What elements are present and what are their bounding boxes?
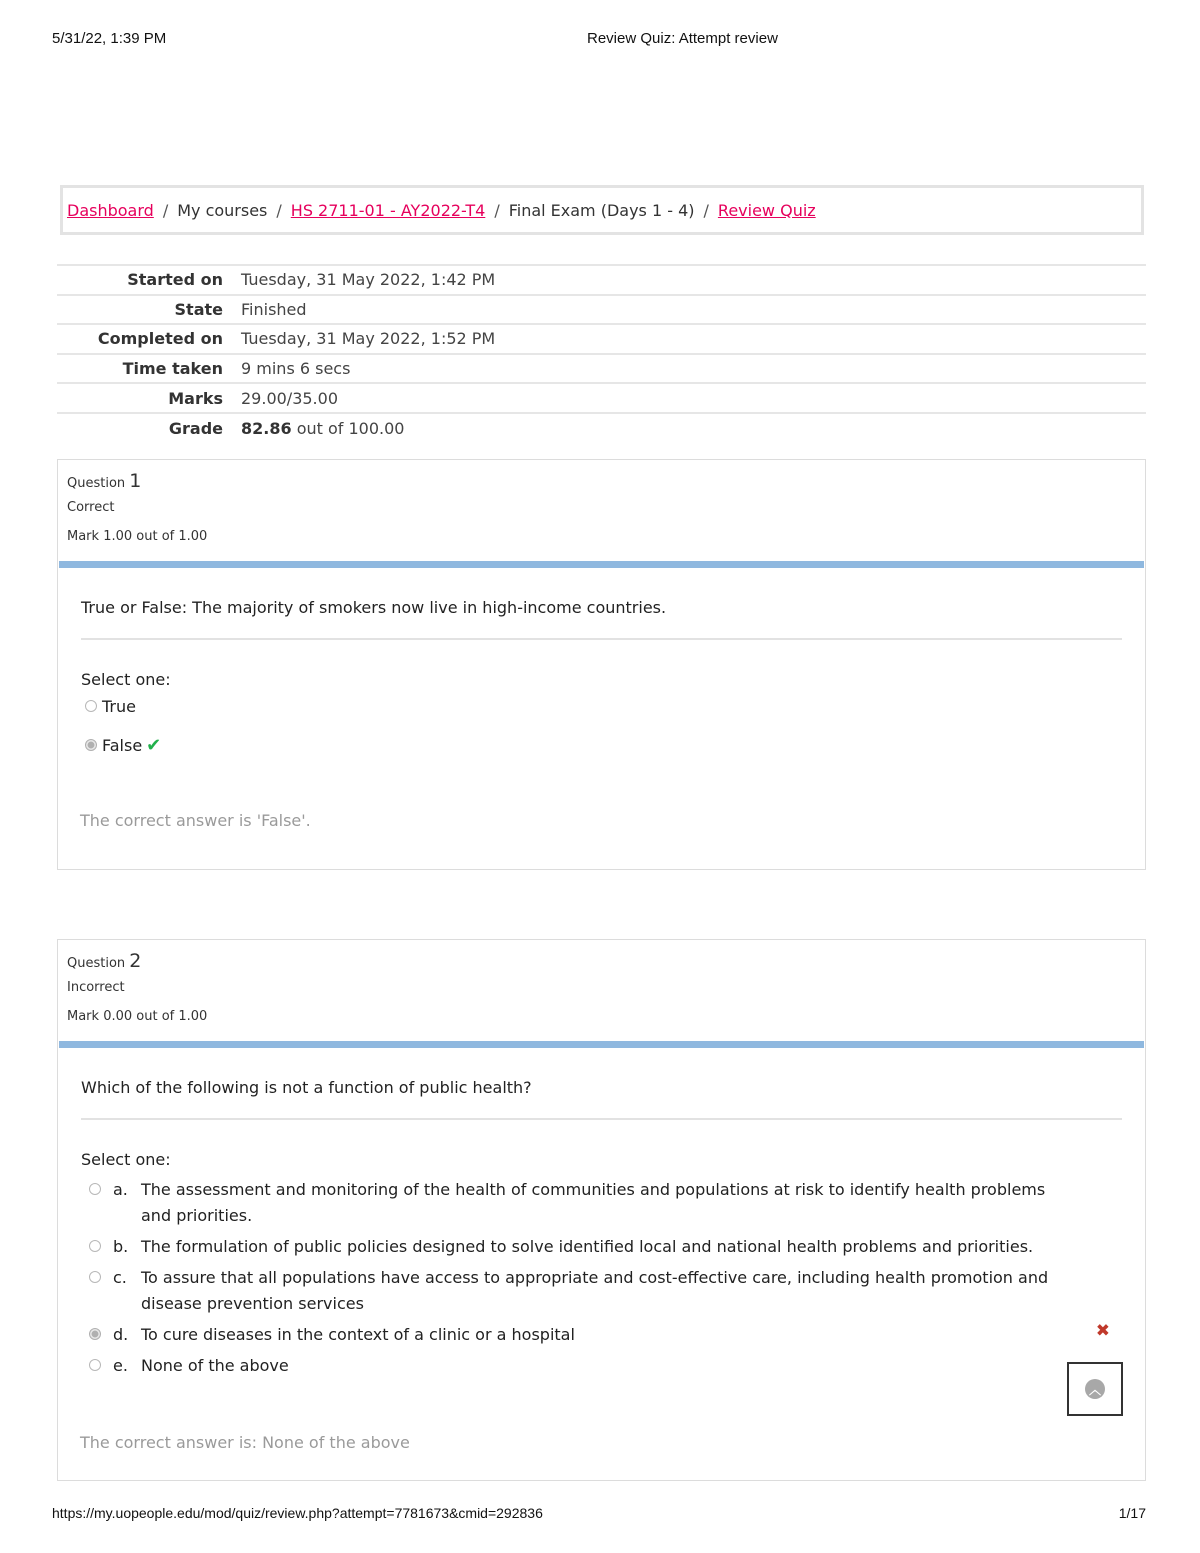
answer-option-label: To cure diseases in the context of a clinic or a hospital xyxy=(141,1325,575,1344)
summary-row-grade xyxy=(57,413,1146,443)
question-state: Correct xyxy=(67,500,115,515)
question-number xyxy=(67,470,1136,496)
summary-value: Finished xyxy=(241,299,307,319)
summary-value: 29.00/35.00 xyxy=(241,388,338,408)
question-info xyxy=(58,460,1145,561)
summary-row-marks xyxy=(57,383,1146,413)
select-one-prompt: Select one: xyxy=(81,1150,171,1169)
answer-options xyxy=(81,697,1122,759)
print-url: https://my.uopeople.edu/mod/quiz/review.php?attempt=7781673&cmid=292836 xyxy=(52,1505,543,1521)
summary-row-completed-on xyxy=(57,324,1146,354)
question-mark: Mark 1.00 out of 1.00 xyxy=(67,529,208,544)
check-icon: ✔ xyxy=(146,735,162,756)
question-1 xyxy=(57,459,1146,870)
question-text: Which of the following is not a function of public health? xyxy=(81,1078,1122,1120)
breadcrumb-dashboard-link[interactable]: Dashboard xyxy=(67,200,154,220)
select-one-prompt: Select one: xyxy=(81,670,171,689)
question-2 xyxy=(57,939,1146,1481)
question-label: Question xyxy=(67,476,126,491)
print-datetime: 5/31/22, 1:39 PM xyxy=(52,30,167,47)
attempt-summary-table xyxy=(57,264,1146,443)
chevron-up-icon: ︿ xyxy=(1085,1379,1105,1399)
grade-suffix: out of 100.00 xyxy=(296,418,405,438)
radio-button[interactable] xyxy=(89,1359,101,1371)
correct-answer-feedback: The correct answer is: None of the above xyxy=(80,1433,410,1452)
summary-value: 9 mins 6 secs xyxy=(241,359,351,379)
question-content xyxy=(59,1041,1144,1415)
answer-option-true[interactable] xyxy=(81,697,1122,721)
question-state: Incorrect xyxy=(67,980,125,995)
summary-label: Completed on xyxy=(97,329,223,349)
breadcrumb-separator: / xyxy=(494,200,500,220)
answer-option-label: The assessment and monitoring of the health of communities and populations at risk to identify health problems and priorities. xyxy=(141,1180,1046,1225)
answer-option-label: To assure that all populations have access to appropriate and cost-effective care, including health promotion and disease prevention services xyxy=(141,1268,1049,1313)
cross-icon: ✖ xyxy=(1095,1321,1110,1341)
question-label: Question xyxy=(67,956,126,971)
radio-button[interactable] xyxy=(89,1240,101,1252)
breadcrumb-review-quiz-link[interactable]: Review Quiz xyxy=(717,200,816,220)
print-header xyxy=(52,30,1148,50)
answer-option-e[interactable] xyxy=(81,1353,1122,1379)
answer-option-letter: b. xyxy=(113,1237,129,1256)
answer-option-false[interactable] xyxy=(81,735,1122,759)
radio-button-selected[interactable] xyxy=(85,739,97,751)
question-mark: Mark 0.00 out of 1.00 xyxy=(67,1009,208,1024)
breadcrumb-course-link[interactable]: HS 2711-01 - AY2022-T4 xyxy=(290,200,486,220)
breadcrumb xyxy=(60,185,1144,235)
breadcrumb-separator: / xyxy=(162,200,169,220)
answer-option-label: None of the above xyxy=(141,1356,289,1375)
summary-row-state xyxy=(57,295,1146,325)
breadcrumb-separator: / xyxy=(703,200,709,220)
summary-label: Started on xyxy=(127,270,223,290)
radio-button[interactable] xyxy=(85,700,97,712)
print-page-title: Review Quiz: Attempt review xyxy=(587,30,778,47)
answer-option-a[interactable] xyxy=(81,1177,1122,1229)
radio-button[interactable] xyxy=(89,1271,101,1283)
summary-row-started-on xyxy=(57,265,1146,295)
summary-value xyxy=(241,413,1146,443)
summary-row-time-taken xyxy=(57,354,1146,384)
answer-option-b[interactable] xyxy=(81,1234,1122,1260)
answer-option-letter: e. xyxy=(113,1356,128,1375)
print-footer xyxy=(52,1505,1146,1525)
breadcrumb-separator: / xyxy=(276,200,282,220)
question-number-value: 2 xyxy=(129,950,142,972)
summary-label: Time taken xyxy=(122,359,223,379)
answer-option-label: The formulation of public policies designed to solve identified local and national health problems and priorities. xyxy=(141,1237,1034,1256)
correct-answer-feedback: The correct answer is 'False'. xyxy=(80,811,311,830)
summary-label: Marks xyxy=(168,388,223,408)
summary-label: State xyxy=(174,299,223,319)
answer-options xyxy=(81,1177,1122,1379)
breadcrumb-my-courses: My courses xyxy=(177,200,268,220)
question-text: True or False: The majority of smokers now live in high-income countries. xyxy=(81,598,1122,640)
summary-value: Tuesday, 31 May 2022, 1:52 PM xyxy=(241,329,496,349)
answer-option-label: True xyxy=(102,697,136,716)
answer-option-letter: a. xyxy=(113,1180,128,1199)
breadcrumb-final-exam: Final Exam (Days 1 - 4) xyxy=(508,200,695,220)
summary-value: Tuesday, 31 May 2022, 1:42 PM xyxy=(241,270,496,290)
question-number xyxy=(67,950,1136,976)
answer-option-d[interactable] xyxy=(81,1322,1122,1348)
answer-option-letter: c. xyxy=(113,1268,127,1287)
answer-option-c[interactable] xyxy=(81,1265,1122,1317)
question-info xyxy=(58,940,1145,1041)
summary-label: Grade xyxy=(168,418,223,438)
question-number-value: 1 xyxy=(129,470,142,492)
radio-button-selected[interactable] xyxy=(89,1328,101,1340)
back-to-top-button[interactable] xyxy=(1067,1362,1123,1416)
answer-option-letter: d. xyxy=(113,1325,129,1344)
answer-option-label: False xyxy=(102,736,143,755)
radio-button[interactable] xyxy=(89,1183,101,1195)
grade-value: 82.86 xyxy=(241,418,292,438)
print-page-number: 1/17 xyxy=(1118,1505,1146,1521)
question-content xyxy=(59,561,1144,793)
